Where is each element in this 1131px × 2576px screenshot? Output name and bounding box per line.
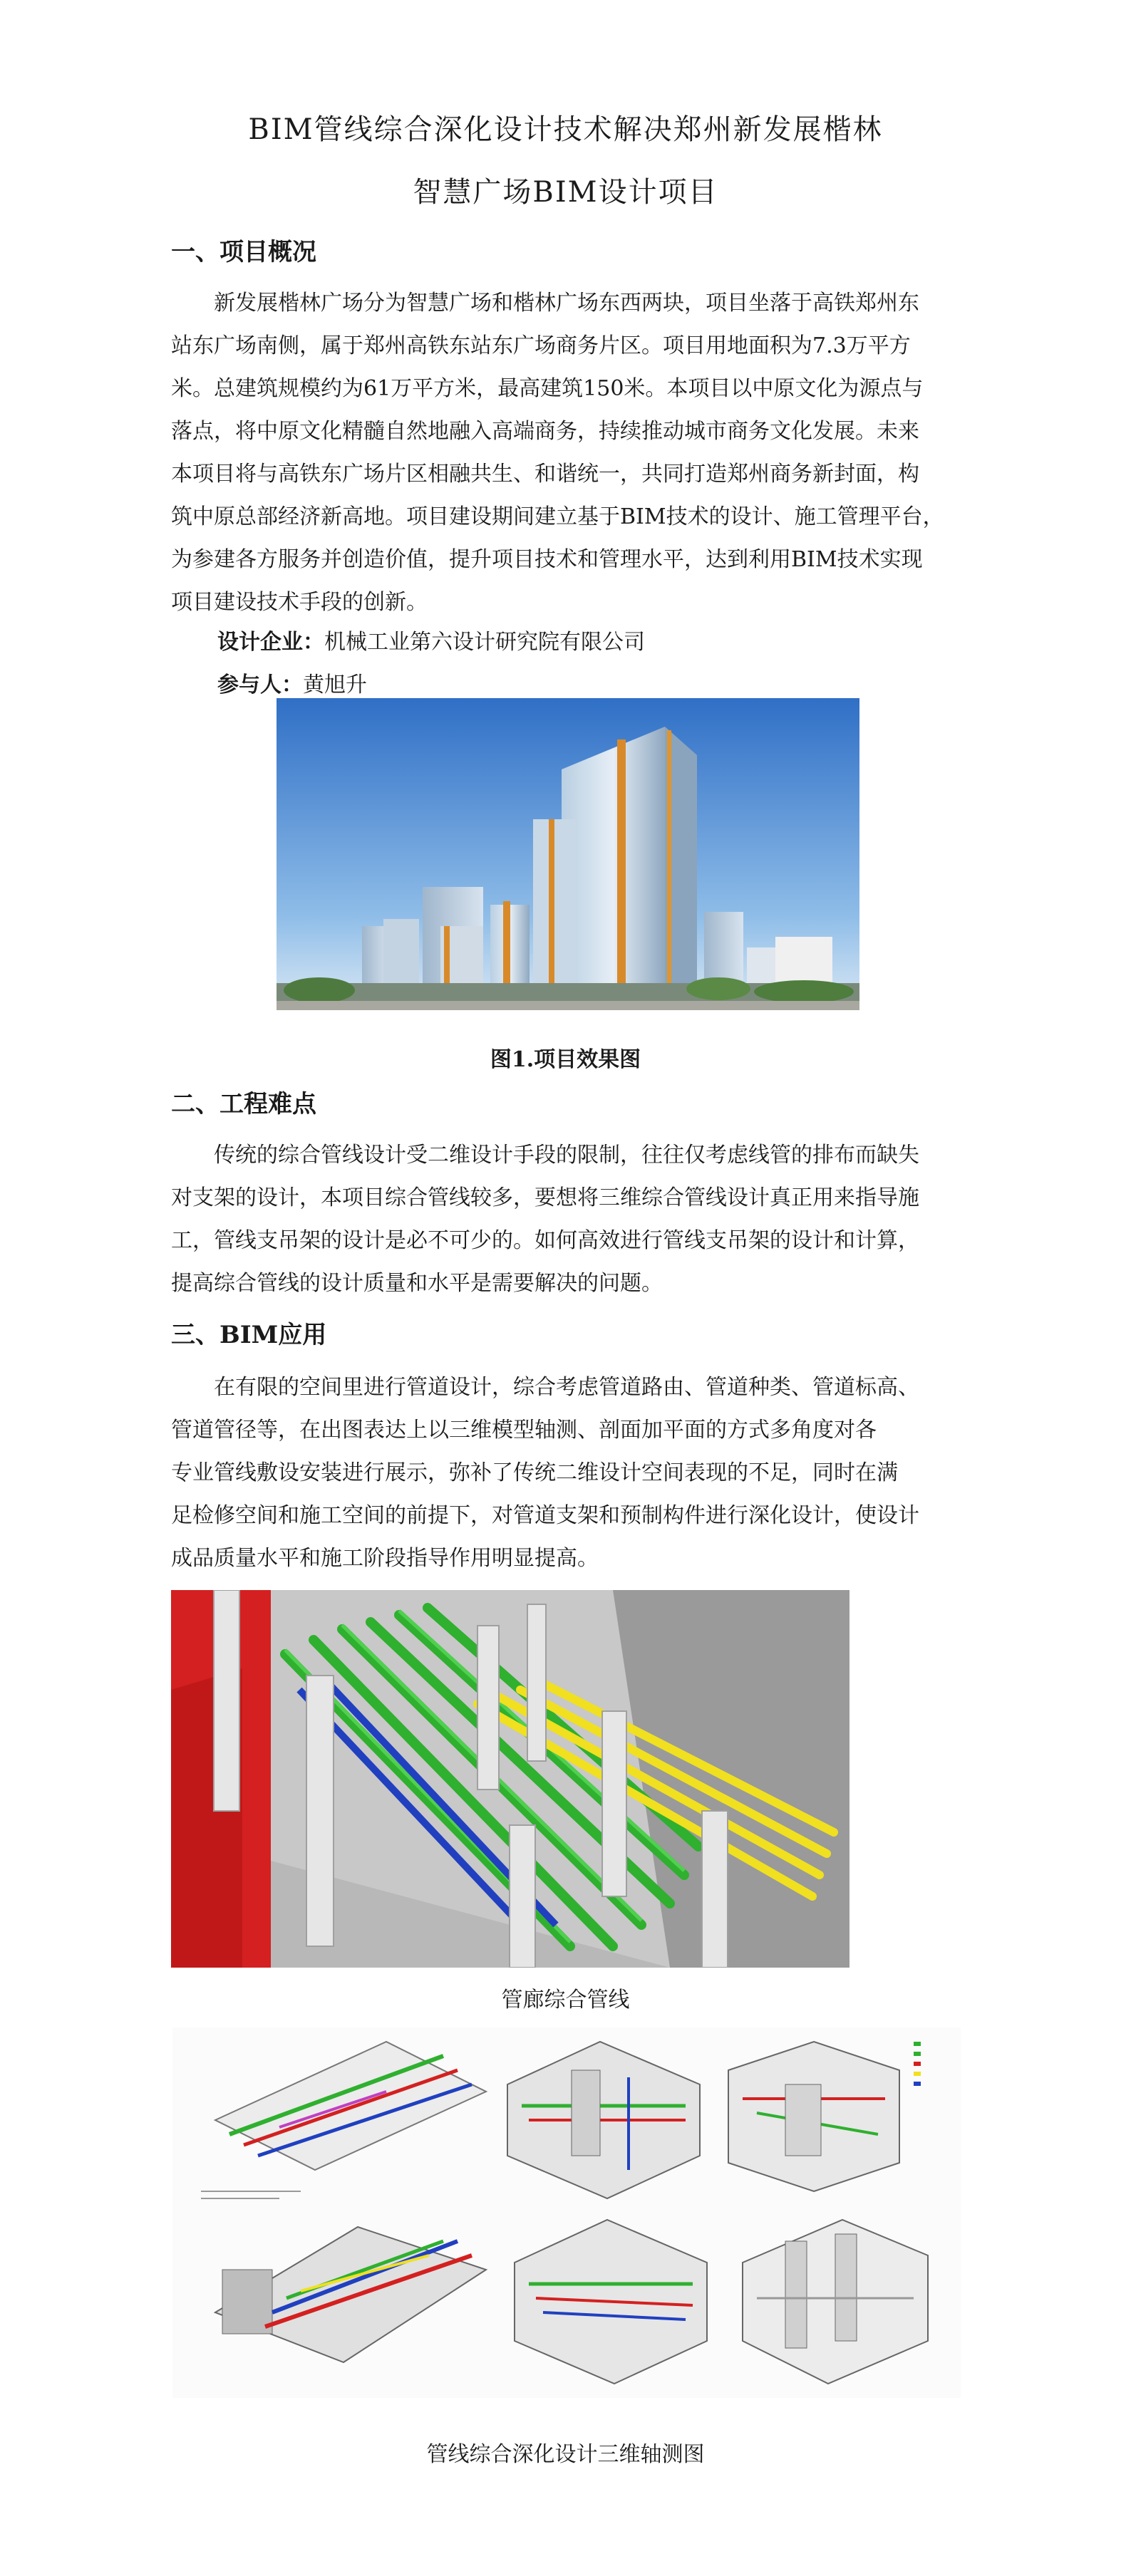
paragraph-line: 站东广场南侧，属于郑州高铁东站东广场商务片区。项目用地面积为7.3万平方 bbox=[171, 333, 911, 358]
paragraph-line: 成品质量水平和施工阶段指导作用明显提高。 bbox=[171, 1546, 599, 1571]
paragraph-line: 传统的综合管线设计受二维设计手段的限制，往往仅考虑线管的排布而缺失 bbox=[171, 1143, 919, 1168]
paragraph-line: 本项目将与高铁东广场片区相融共生、和谐统一，共同打造郑州商务新封面，构 bbox=[171, 462, 919, 487]
project-rendering-image bbox=[277, 698, 859, 1010]
participant-label: 参与人： bbox=[217, 672, 303, 697]
paragraph-line: 新发展楷林广场分为智慧广场和楷林广场东西两块，项目坐落于高铁郑州东 bbox=[171, 291, 919, 316]
participant-value: 黄旭升 bbox=[303, 672, 367, 697]
paragraph-line: 工，管线支吊架的设计是必不可少的。如何高效进行管线支吊架的设计和计算， bbox=[171, 1228, 919, 1253]
paragraph-line: 足检修空间和施工空间的前提下，对管道支架和预制构件进行深化设计，使设计 bbox=[171, 1503, 919, 1528]
document-title-line-2: 智慧广场BIM设计项目 bbox=[413, 176, 718, 209]
design-company-value: 机械工业第六设计研究院有限公司 bbox=[324, 630, 645, 655]
pipe-gallery-render-image bbox=[171, 1590, 849, 1968]
figure-3-caption: 管线综合深化设计三维轴测图 bbox=[426, 2442, 705, 2467]
paragraph-line: 为参建各方服务并创造价值，提升项目技术和管理水平，达到利用BIM技术实现 bbox=[171, 547, 923, 572]
section-heading-bim-application: 三、BIM应用 bbox=[171, 1321, 327, 1349]
paragraph-line: 专业管线敷设安装进行展示，弥补了传统二维设计空间表现的不足，同时在满 bbox=[171, 1460, 898, 1485]
section-heading-overview: 一、项目概况 bbox=[171, 238, 316, 266]
design-company-line bbox=[217, 624, 645, 655]
figure-2-caption: 管廊综合管线 bbox=[501, 1988, 630, 2012]
axonometric-drawings-image bbox=[172, 2027, 961, 2398]
paragraph-line: 提高综合管线的设计质量和水平是需要解决的问题。 bbox=[171, 1271, 663, 1296]
difficulties-paragraph bbox=[171, 1134, 962, 1305]
paragraph-line: 项目建设技术手段的创新。 bbox=[171, 590, 428, 615]
participant-line bbox=[217, 667, 367, 698]
bim-application-paragraph bbox=[171, 1366, 962, 1580]
document-title-line-1: BIM管线综合深化设计技术解决郑州新发展楷林 bbox=[248, 113, 883, 146]
paragraph-line: 在有限的空间里进行管道设计，综合考虑管道路由、管道种类、管道标高、 bbox=[171, 1375, 919, 1400]
design-company-label: 设计企业： bbox=[217, 630, 324, 655]
paragraph-line: 米。总建筑规模约为61万平方米，最高建筑150米。本项目以中原文化为源点与 bbox=[171, 376, 924, 401]
paragraph-line: 落点，将中原文化精髓自然地融入高端商务，持续推动城市商务文化发展。未来 bbox=[171, 419, 919, 444]
overview-paragraph bbox=[171, 282, 962, 624]
paragraph-line: 筑中原总部经济新高地。项目建设期间建立基于BIM技术的设计、施工管理平台， bbox=[171, 504, 944, 529]
figure-1-caption: 图1.项目效果图 bbox=[490, 1047, 641, 1072]
section-heading-difficulties: 二、工程难点 bbox=[171, 1090, 316, 1118]
paragraph-line: 对支架的设计，本项目综合管线较多，要想将三维综合管线设计真正用来指导施 bbox=[171, 1185, 919, 1210]
paragraph-line: 管道管径等，在出图表达上以三维模型轴测、剖面加平面的方式多角度对各 bbox=[171, 1418, 877, 1443]
